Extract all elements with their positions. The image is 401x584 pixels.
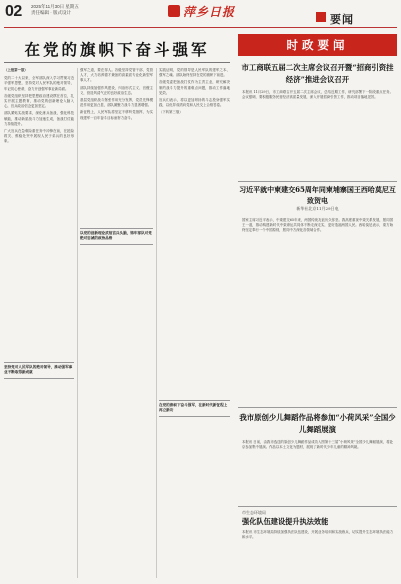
paragraph: 强军之道，要在得人。各级坚持党管干部、党管人才，大力培养德才兼备的高素质专业化新型军事人才。 [80, 68, 153, 83]
story-divider [238, 407, 397, 408]
story-headline: 市工商联五届二次主席会议召开暨“招商引资挂经济”推进会议召开 [241, 63, 394, 84]
story-body: 本报讯 市生态环境局持续加强执法队伍建设，开展业务培训和实战练兵，切实提升生态环境执法能力和水平。 [242, 530, 393, 540]
section-marker-icon [316, 12, 326, 22]
masthead [0, 0, 401, 30]
pull-quote: 在党的旗帜下奋斗强军，在新时代新征程上再立新功 [159, 400, 230, 417]
story-divider [238, 181, 397, 182]
story-headline: 习近平就中柬建交65周年同柬埔寨国王西哈莫尼互致贺电 [239, 185, 396, 205]
header-divider [4, 27, 397, 28]
news-story-1 [238, 62, 397, 180]
news-story-3 [238, 412, 397, 504]
paragraph: 部队紧贴实战要求，深化练兵备战，强化科技赋能，推动新质战斗力加速生成，备战打仗能力持续提升。 [4, 111, 74, 126]
paragraph: 实践证明，党的领导是人民军队的建军之本、强军之魂。部队始终坚持在党的旗帜下前进。 [159, 68, 230, 78]
column-divider [77, 68, 78, 578]
pull-quote: 坚持党对人民军队的绝对领导，推动强军事业不断取得新成就 [4, 362, 74, 379]
paragraph: 各级党组织坚持把思想政治建设摆在首位，扎实开展主题教育，推动党的创新理论入脑入心，官兵政治信念更加坚定。 [4, 93, 74, 109]
story-kicker: 市生态环境局 [242, 510, 266, 515]
section-name: 要闻 [330, 13, 354, 26]
news-story-2 [238, 184, 397, 382]
story-body: 本报讯 11月29日，市工商联召开五届二次主席会议，总结近期工作，研究部署下一阶段重点任务。会议强调，要积极服务民营经济高质量发展，深入开展招商引资工作，推动项目落地见效。 [242, 90, 393, 100]
newspaper-logo [168, 4, 238, 22]
news-column-title: 时政要闻 [286, 38, 349, 52]
article-byline: （上接第一版） [4, 68, 28, 72]
logo-emblem-icon [168, 5, 180, 17]
news-story-4 [238, 510, 397, 584]
story-body: 国家主席习近平表示，中柬建交65年来，两国传统友谊历久弥坚。我高度重视中柬关系发展，愿同国王一道，推动构建新时代中柬命运共同体不断走深走实，更好造福两国人民。西哈莫尼表示，柬方始终坚定奉行一个中国原则，愿同中方深化各领域合作。 [242, 218, 393, 233]
paragraph: 官兵们表示，将以更加昂扬的斗志投身强军实践，以优异成绩向党和人民交上合格答卷。 [159, 98, 230, 108]
paragraph: 广大官兵在急难险重任务中冲锋在前，在抢险救灾、维稳处突中展现人民子弟兵的良好形象。 [4, 129, 74, 144]
paragraph: 基层党组织战斗堡垒作用充分发挥，党员先锋模范作用更加凸显，部队凝聚力战斗力显著增强。 [80, 98, 153, 108]
story-headline: 我市原创少儿舞蹈作品将参加“小荷风采”全国少儿舞蹈展演 [239, 413, 396, 434]
paragraph: 部队持续加强作风建设，纠治形式主义、官僚主义，营造风清气正的良好政治生态。 [80, 85, 153, 95]
feature-divider [4, 62, 230, 63]
paragraph: 各级党委把备战打仗作为主责主业，研究解决制约战斗力提升的重难点问题，推动工作落地见效。 [159, 80, 230, 95]
paragraph: 党的二十大以来，全军部队深入学习贯彻习近平强军思想，坚持党对人民军队的绝对领导，牢记初心使命，奋力开创强军事业新局面。 [4, 76, 74, 91]
feature-article [4, 32, 230, 580]
article-column-1 [4, 68, 74, 578]
page-number: 02 [5, 3, 22, 20]
logo-text: 萍乡日报 [183, 5, 236, 19]
article-column-2 [80, 68, 153, 578]
story-divider [238, 506, 397, 507]
paragraph: 新征程上，人民军队将坚定不移听党指挥，为实现建军一百年奋斗目标而努力奋斗。 [80, 110, 153, 120]
story-body: 本报讯 日前，由我市选送的原创少儿舞蹈作品成功入围第十三届“小荷风采”全国少儿舞蹈展演，将赴京参加集中展演。作品以本土文化为题材，展现了新时代少年儿童的精神风貌。 [242, 440, 393, 450]
story-headline: 强化队伍建设提升执法效能 [242, 517, 329, 526]
paragraph: （下转第三版） [159, 110, 183, 115]
story-dateline: 新华社北京11月29日电 [296, 206, 339, 211]
article-column-3 [159, 68, 230, 578]
feature-headline: 在党的旗帜下奋斗强军 [24, 40, 210, 59]
column-divider [156, 68, 157, 578]
news-column-header [238, 34, 397, 56]
issue-date: 2025年11月30日 星期五 责任编辑 · 版式设计 [31, 4, 79, 15]
pull-quote: 以党的创新理论武装官兵头脑，铸牢部队对党绝对忠诚的政治品格 [80, 228, 153, 245]
